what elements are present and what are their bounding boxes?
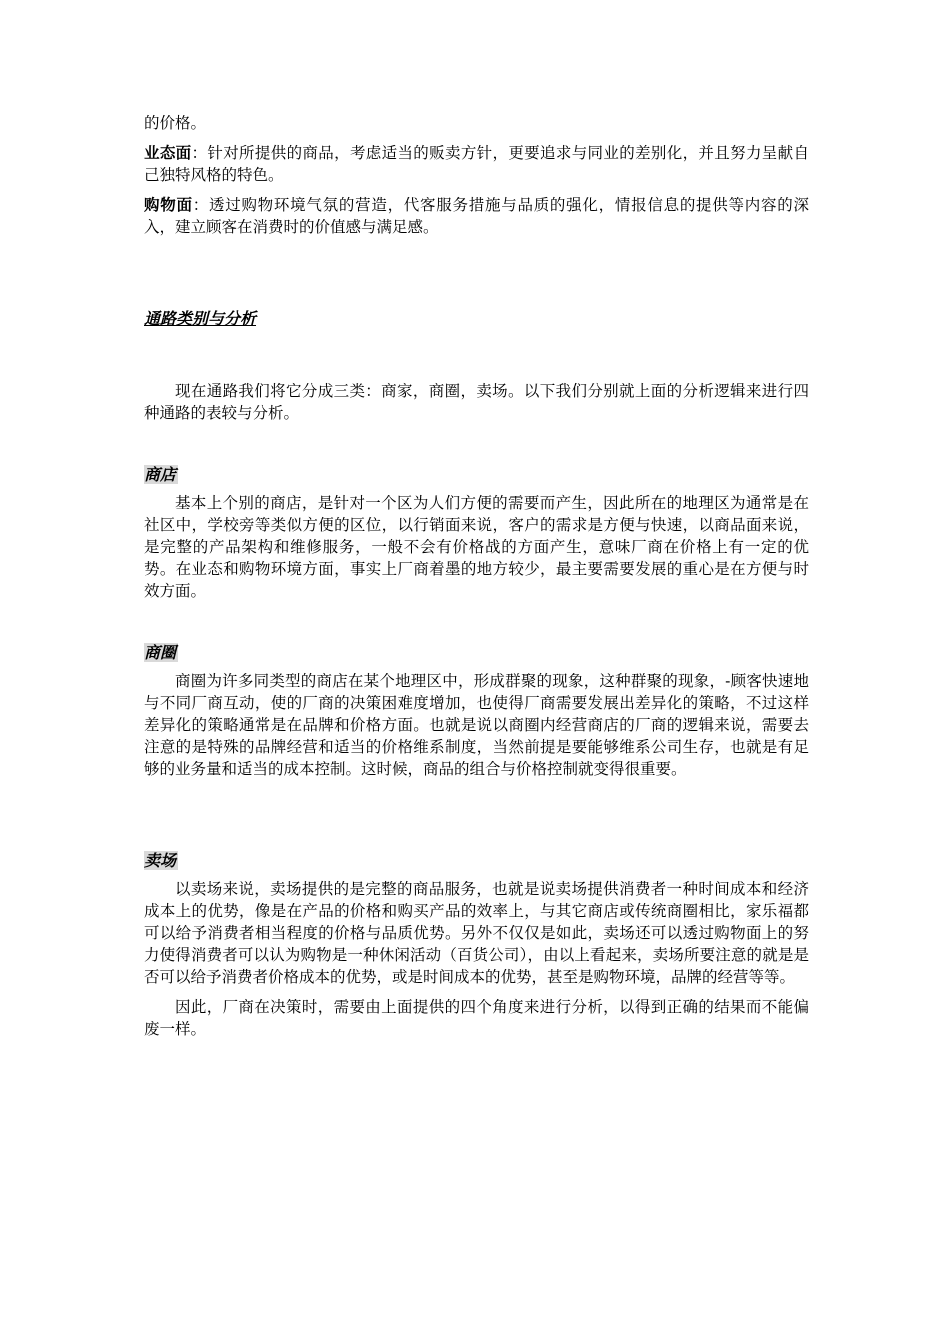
intro-tail: 的价格。 [144, 114, 207, 132]
shopping-text: 透过购物环境气氛的营造，代客服务措施与品质的强化，情报信息的提供等内容的深入，建立顾客在消费时的价值感与满足感。 [144, 196, 809, 236]
section-intro: 现在通路我们将它分成三类：商家，商圈，卖场。以下我们分别就上面的分析逻辑来进行四种通路的表较与分析。 [144, 382, 809, 422]
document-page [144, 112, 809, 1040]
shopping-paragraph [144, 194, 809, 238]
format-text: 针对所提供的商品，考虑适当的贩卖方针，更要追求与同业的差别化，并且努力呈献自己独特风格的特色。 [144, 144, 809, 184]
district-heading [144, 642, 809, 664]
store-heading-text: 商店 [144, 465, 177, 484]
section-title: 通路类别与分析 [144, 309, 257, 328]
format-colon: ： [191, 144, 208, 162]
shopping-term: 购物面 [144, 196, 193, 214]
mall-paragraph: 以卖场来说，卖场提供的是完整的商品服务，也就是说卖场提供消费者一种时间成本和经济成本上的优势，像是在产品的价格和购买产品的效率上，与其它商店或传统商圈相比，家乐福都可以给予消费者相当程度的价格与品质优势。另外不仅仅是如此，卖场还可以透过购物面上的努力使得消费者可以认为购物是一种休闲活动（百货公司），由以上看起来，卖场所要注意的就是是否可以给予消费者价格成本的优势，或是时间成本的优势，甚至是购物环境，品牌的经营等等。 [144, 880, 809, 986]
shopping-colon: ： [192, 196, 209, 214]
mall-heading [144, 850, 809, 872]
district-paragraph: 商圈为许多同类型的商店在某个地理区中，形成群聚的现象，这种群聚的现象，-顾客快速地与不同厂商互动，使的厂商的决策困难度增加，也使得厂商需要发展出差异化的策略，不过这样差异化的策略通常是在品牌和价格方面。也就是说以商圈内经营商店的厂商的逻辑来说，需要去注意的是特殊的品牌经营和适当的价格维系制度，当然前提是要能够维系公司生存，也就是有足够的业务量和适当的成本控制。这时候，商品的组合与价格控制就变得很重要。 [144, 672, 809, 778]
format-term: 业态面 [144, 144, 192, 162]
mall-heading-text: 卖场 [144, 851, 177, 870]
district-heading-text: 商圈 [144, 643, 177, 662]
store-heading [144, 464, 809, 486]
format-paragraph [144, 142, 809, 186]
conclusion-paragraph: 因此，厂商在决策时，需要由上面提供的四个角度来进行分析，以得到正确的结果而不能偏废一样。 [144, 998, 809, 1038]
store-paragraph: 基本上个别的商店，是针对一个区为人们方便的需要而产生，因此所在的地理区为通常是在社区中，学校旁等类似方便的区位，以行销面来说，客户的需求是方便与快速，以商品面来说，是完整的产品架构和维修服务，一般不会有价格战的方面产生，意味厂商在价格上有一定的优势。在业态和购物环境方面，事实上厂商着墨的地方较少，最主要需要发展的重心是在方便与时效方面。 [144, 494, 809, 600]
